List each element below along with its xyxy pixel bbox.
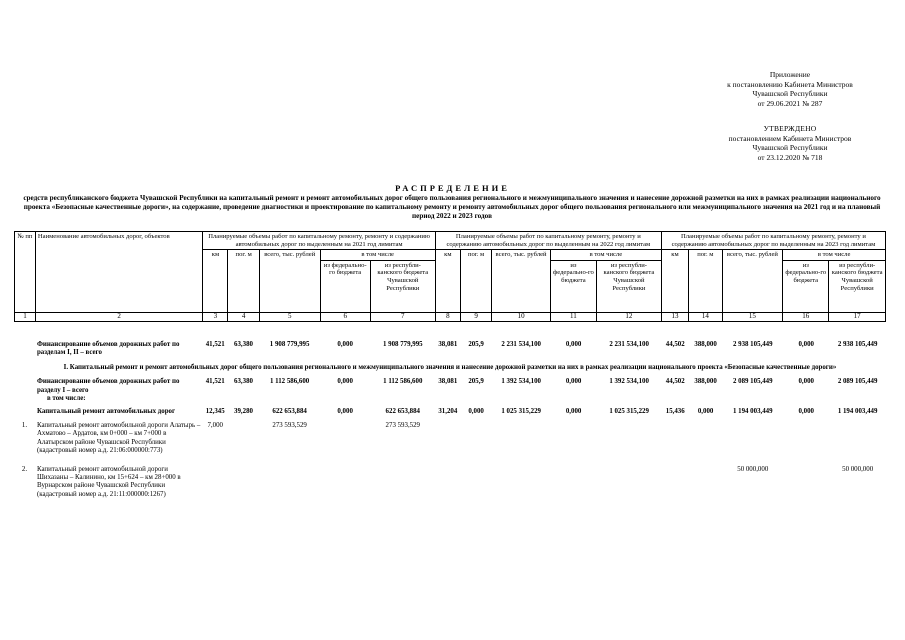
value-cell: 1 392 534,100 bbox=[609, 378, 649, 386]
value-cell: 0,000 bbox=[798, 378, 814, 386]
column-number: 17 bbox=[829, 312, 886, 321]
column-number: 8 bbox=[435, 312, 460, 321]
header-2023: Планируемые объемы работ по капитальному ремонту, ремонту и содержанию автомобильных дорог по выделенным на 2023 год лимитам bbox=[661, 232, 885, 250]
header-republic: из республи-канского бюджета Чувашской Республики bbox=[829, 260, 886, 312]
data-table bbox=[14, 341, 886, 499]
value-cell bbox=[460, 456, 491, 500]
column-number: 6 bbox=[320, 312, 370, 321]
column-number: 5 bbox=[259, 312, 320, 321]
row-name bbox=[35, 378, 203, 403]
value-cell: 205,9 bbox=[468, 378, 484, 386]
value-cell bbox=[783, 416, 829, 456]
value-cell bbox=[492, 416, 551, 456]
value-cell bbox=[662, 416, 689, 456]
value-cell: 1 908 779,995 bbox=[382, 341, 423, 348]
row-name-text: Финансирование объемов дорожных работ по разделу I – всего bbox=[36, 378, 180, 394]
header-federal: из федерально-го бюджета bbox=[550, 260, 596, 312]
value-cell bbox=[689, 416, 723, 456]
value-cell: 0,000 bbox=[337, 378, 353, 386]
value-cell bbox=[551, 416, 597, 456]
table-row bbox=[14, 404, 886, 416]
table-row bbox=[14, 341, 886, 358]
header-num: № пп bbox=[15, 232, 36, 313]
value-cell: 2 089 105,449 bbox=[732, 378, 773, 386]
section-title: I. Капитальный ремонт и ремонт автомобильных дорог общего пользования регионального и межмуниципального значения и нанесение дорожной разметки на них в рамках реализации национального проекта «Безопасные качественные дороги» bbox=[63, 363, 837, 371]
value-cell: 0,000 bbox=[337, 341, 353, 348]
value-cell: 44,502 bbox=[665, 378, 685, 386]
row-num: 1. bbox=[21, 422, 28, 430]
value-cell: 0,000 bbox=[565, 341, 582, 348]
document-title: РАСПРЕДЕЛЕНИЕ bbox=[395, 183, 510, 193]
value-cell bbox=[460, 416, 491, 456]
value-cell: 15,436 bbox=[665, 407, 685, 415]
header-2022: Планируемые объемы работ по капитальному ремонту, ремонту и содержанию автомобильных дорог по выделенным на 2022 год лимитам bbox=[435, 232, 661, 250]
header-total: всего, тыс. рублей bbox=[259, 250, 320, 313]
header-incl: в том числе bbox=[550, 250, 661, 261]
appendix-line: от 29.06.2021 № 287 bbox=[757, 98, 823, 108]
value-cell: 2 231 534,100 bbox=[609, 341, 649, 348]
value-cell bbox=[203, 456, 228, 500]
value-cell bbox=[320, 416, 370, 456]
value-cell bbox=[320, 456, 370, 500]
appendix-line: Чувашской Республики bbox=[752, 89, 828, 98]
value-cell: 388,000 bbox=[694, 341, 717, 348]
value-cell bbox=[259, 456, 320, 500]
header-name: Наименование автомобильных дорог, объектов bbox=[35, 232, 202, 313]
header-pm: пог. м bbox=[689, 250, 722, 313]
column-number: 1 bbox=[15, 312, 36, 321]
value-cell: 50 000,000 bbox=[737, 465, 769, 473]
value-cell: 31,204 bbox=[438, 407, 458, 415]
value-cell: 1 112 586,600 bbox=[383, 378, 423, 386]
row-name: Финансирование объемов дорожных работ по разделам I, II – всего bbox=[36, 341, 180, 357]
value-cell bbox=[435, 456, 460, 500]
value-cell: 38,081 bbox=[438, 378, 458, 386]
value-cell bbox=[492, 456, 551, 500]
value-cell: 0,000 bbox=[565, 407, 582, 415]
value-cell: 622 653,884 bbox=[385, 407, 420, 415]
row-name: Капитальный ремонт автомобильной дороги Алатырь – Ахматово – Ардатов, км 0+000 – км 7+000 в Алатырском районе Чувашской Республики (кадастровый номер а.д. 21:06:000000:773) bbox=[36, 422, 201, 455]
column-number: 7 bbox=[370, 312, 435, 321]
value-cell bbox=[228, 416, 259, 456]
document-subtitle: средств республиканского бюджета Чувашской Республики на капитальный ремонт и ремонт автомобильных дорог общего пользования регионального и межмуниципального значения и нанесение дорожной разметки на них в рамках реализации национального проекта «Безопасные качественные дороги», на содержание, проведение диагностики и проектирование по капитальному ремонту и ремонту автомобильных дорог общего пользования регионального или межмуниципального значения на 2021 год и на плановый период 2022 и 2023 годов bbox=[23, 194, 881, 221]
approved-line: от 23.12.2020 № 718 bbox=[757, 152, 823, 162]
header-table bbox=[14, 231, 886, 322]
column-number: 15 bbox=[722, 312, 783, 321]
column-number: 13 bbox=[661, 312, 688, 321]
value-cell: 622 653,884 bbox=[272, 407, 307, 415]
value-cell bbox=[662, 456, 689, 500]
approved-line: постановлением Кабинета Министров bbox=[728, 133, 852, 143]
appendix-note bbox=[700, 70, 880, 108]
value-cell: 12,345 bbox=[205, 407, 225, 415]
appendix-line: Приложение bbox=[769, 70, 811, 79]
header-federal: из федерально-го бюджета bbox=[320, 260, 370, 312]
header-pm: пог. м bbox=[228, 250, 259, 313]
row-name: Капитальный ремонт автомобильной дороги Шихазаны – Калинино, км 15+624 – км 28+000 в Вурнарском районе Чувашской Республики (кадастровый номер а.д. 21:11:000000:1267) bbox=[36, 465, 181, 498]
value-cell: 2 231 534,100 bbox=[501, 341, 541, 348]
value-cell: 50 000,000 bbox=[842, 465, 874, 473]
column-number: 9 bbox=[460, 312, 491, 321]
approved-line: Чувашской Республики bbox=[752, 143, 828, 152]
value-cell: 1 908 779,995 bbox=[269, 341, 310, 348]
header-federal: из федерально-го бюджета bbox=[783, 260, 829, 312]
header-republic: из республи-канского бюджета Чувашской Республики bbox=[370, 260, 435, 312]
value-cell bbox=[435, 416, 460, 456]
value-cell: 1 112 586,600 bbox=[269, 378, 310, 386]
header-incl: в том числе bbox=[320, 250, 435, 261]
column-number: 4 bbox=[228, 312, 259, 321]
value-cell: 0,000 bbox=[798, 407, 814, 415]
value-cell bbox=[228, 456, 259, 500]
value-cell bbox=[783, 456, 829, 500]
value-cell: 273 593,529 bbox=[272, 422, 307, 430]
value-cell bbox=[370, 456, 435, 500]
value-cell: 0,000 bbox=[565, 378, 582, 386]
value-cell bbox=[597, 456, 662, 500]
section-row bbox=[14, 358, 886, 379]
value-cell bbox=[829, 416, 886, 456]
value-cell: 2 938 105,449 bbox=[732, 341, 773, 348]
appendix-line: к постановлению Кабинета Министров bbox=[727, 79, 853, 89]
header-2021: Планируемые объемы работ по капитальному ремонту, ремонту и содержанию автомобильных дорог по выделенным на 2021 год лимитам bbox=[203, 232, 435, 250]
column-number: 2 bbox=[35, 312, 202, 321]
column-number: 16 bbox=[783, 312, 829, 321]
value-cell: 0,000 bbox=[798, 341, 814, 348]
value-cell: 1 194 003,449 bbox=[732, 407, 773, 415]
column-number: 10 bbox=[492, 312, 551, 321]
value-cell bbox=[551, 456, 597, 500]
table-row bbox=[14, 416, 886, 456]
value-cell: 1 194 003,449 bbox=[837, 407, 878, 415]
header-pm: пог. м bbox=[460, 250, 491, 313]
header-km: км bbox=[661, 250, 688, 313]
column-number: 3 bbox=[203, 312, 228, 321]
value-cell bbox=[689, 456, 723, 500]
column-number-row bbox=[15, 312, 886, 321]
column-number: 11 bbox=[550, 312, 596, 321]
column-number: 12 bbox=[596, 312, 661, 321]
value-cell bbox=[597, 416, 662, 456]
value-cell: 0,000 bbox=[697, 407, 714, 415]
row-name: Капитальный ремонт автомобильных дорог bbox=[36, 407, 176, 415]
value-cell: 1 025 315,229 bbox=[609, 407, 649, 415]
row-subtext: в том числе: bbox=[46, 395, 86, 403]
header-km: км bbox=[203, 250, 228, 313]
approved-heading: УТВЕРЖДЕНО bbox=[763, 124, 817, 133]
header-republic: из республи-канского бюджета Чувашской Республики bbox=[596, 260, 661, 312]
value-cell: 41,521 bbox=[205, 378, 225, 386]
header-total: всего, тыс. рублей bbox=[492, 250, 551, 313]
value-cell bbox=[722, 416, 783, 456]
value-cell: 273 593,529 bbox=[385, 422, 420, 430]
value-cell: 0,000 bbox=[337, 407, 353, 415]
value-cell: 41,521 bbox=[205, 341, 225, 348]
value-cell: 63,380 bbox=[234, 341, 253, 348]
value-cell: 63,380 bbox=[234, 378, 253, 386]
value-cell: 7,000 bbox=[207, 422, 223, 430]
header-km: км bbox=[435, 250, 460, 313]
value-cell: 38,081 bbox=[438, 341, 458, 348]
column-number: 14 bbox=[689, 312, 722, 321]
value-cell: 39,280 bbox=[234, 407, 253, 415]
header-total: всего, тыс. рублей bbox=[722, 250, 783, 313]
value-cell: 1 025 315,229 bbox=[501, 407, 541, 415]
value-cell: 2 089 105,449 bbox=[837, 378, 878, 386]
value-cell: 388,000 bbox=[694, 378, 717, 386]
row-num: 2. bbox=[21, 465, 28, 473]
table-row bbox=[14, 378, 886, 403]
value-cell: 44,502 bbox=[665, 341, 685, 348]
approved-note bbox=[700, 124, 880, 162]
value-cell: 205,9 bbox=[468, 341, 484, 348]
header-incl: в том числе bbox=[783, 250, 886, 261]
table-row bbox=[14, 456, 886, 500]
value-cell: 0,000 bbox=[468, 407, 484, 415]
value-cell: 2 938 105,449 bbox=[837, 341, 878, 348]
value-cell: 1 392 534,100 bbox=[501, 378, 541, 386]
